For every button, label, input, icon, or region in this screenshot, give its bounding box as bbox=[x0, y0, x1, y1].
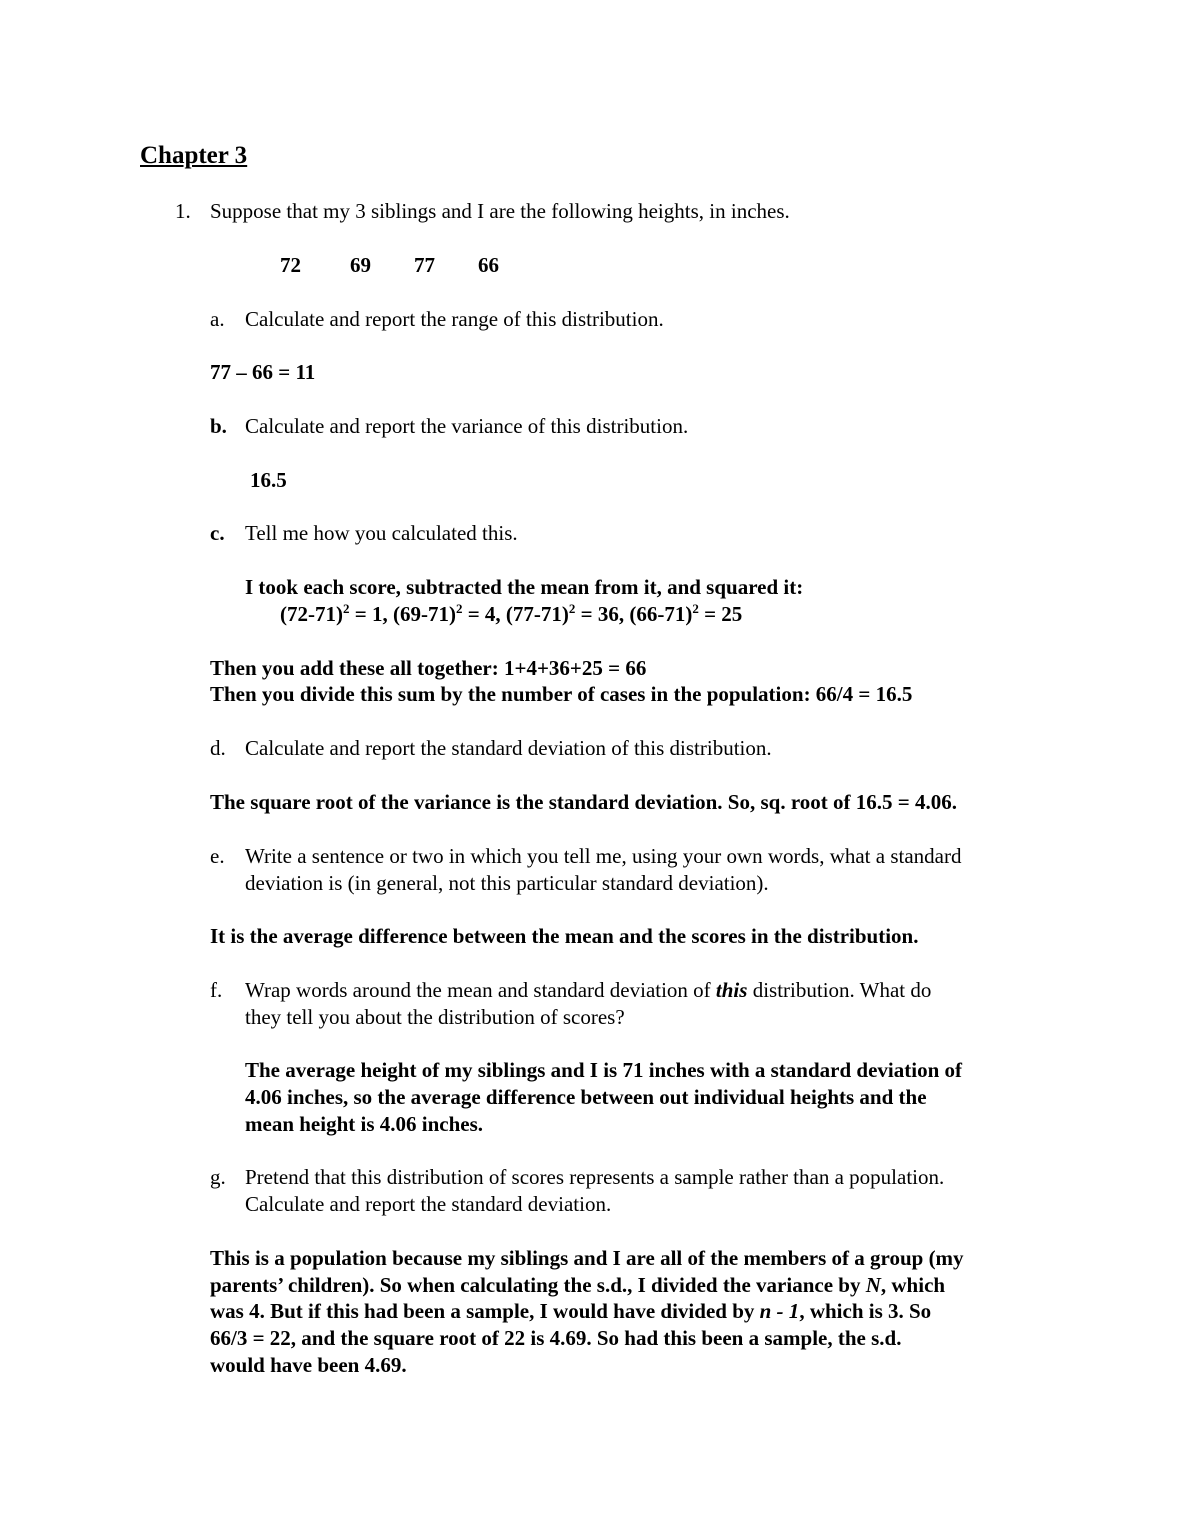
subquestion-text: Tell me how you calculated this. bbox=[245, 521, 518, 545]
subquestion-text: Calculate and report the standard deviation. bbox=[245, 1192, 612, 1216]
calc-term: $(66-71)^2 = 25$ bbox=[629, 601, 743, 626]
answer-text: The average height of my siblings and I is 71 inches with a standard deviation of bbox=[245, 1058, 962, 1082]
answer-text: was 4. But if this had been a sample, I would have divided by n - 1, which is 3. So bbox=[210, 1299, 932, 1323]
answer-text: 16.5 bbox=[250, 468, 287, 492]
answer-text: Then you add these all together: 1+4+36+25 = 66 bbox=[210, 656, 647, 680]
subquestion-letter: d. bbox=[210, 736, 226, 760]
answer-text: 77 – 66 = 11 bbox=[210, 360, 316, 384]
height-value: 69 bbox=[350, 253, 371, 277]
chapter-title: Chapter 3 bbox=[140, 142, 248, 169]
answer-text: would have been 4.69. bbox=[210, 1353, 407, 1377]
subquestion-letter: g. bbox=[210, 1165, 226, 1189]
subquestion-text: Wrap words around the mean and standard deviation of this distribution. What do bbox=[245, 978, 932, 1002]
answer-text: 4.06 inches, so the average difference between out individual heights and the bbox=[245, 1085, 927, 1109]
answer-text: This is a population because my siblings and I are all of the members of a group (my bbox=[210, 1246, 964, 1270]
subquestion-text: Calculate and report the standard deviation of this distribution. bbox=[245, 736, 772, 760]
calc-term: $(72-71)^2 = 1$, bbox=[280, 601, 393, 626]
emphasis-text: N bbox=[865, 1273, 881, 1297]
height-value: 72 bbox=[280, 253, 301, 277]
subquestion-text: they tell you about the distribution of scores? bbox=[245, 1005, 625, 1029]
subquestion-text: Calculate and report the variance of this distribution. bbox=[245, 414, 689, 438]
calculation-line bbox=[280, 601, 742, 628]
answer-text: The square root of the variance is the standard deviation. So, sq. root of 16.5 = 4.06. bbox=[210, 790, 957, 814]
subquestion-letter: f. bbox=[210, 978, 223, 1002]
answer-text: It is the average difference between the mean and the scores in the distribution. bbox=[210, 924, 919, 948]
subquestion-letter: c. bbox=[210, 521, 225, 545]
emphasis-text: this bbox=[715, 978, 748, 1002]
subquestion-text: Pretend that this distribution of scores represents a sample rather than a population. bbox=[245, 1165, 945, 1189]
answer-text: I took each score, subtracted the mean from it, and squared it: bbox=[245, 575, 804, 599]
emphasis-text: n - 1 bbox=[759, 1299, 800, 1323]
calc-term: $(77-71)^2 = 36$, bbox=[505, 601, 630, 626]
subquestion-text: deviation is (in general, not this particular standard deviation). bbox=[245, 871, 769, 895]
subquestion-letter: e. bbox=[210, 844, 225, 868]
subquestion-letter: b. bbox=[210, 414, 227, 438]
calc-term: $(69-71)^2 = 4$, bbox=[392, 601, 506, 626]
answer-text: Then you divide this sum by the number of cases in the population: 66/4 = 16.5 bbox=[210, 682, 913, 706]
height-value: 77 bbox=[414, 253, 435, 277]
question-prompt: Suppose that my 3 siblings and I are the following heights, in inches. bbox=[210, 199, 790, 223]
answer-text: 66/3 = 22, and the square root of 22 is 4.69. So had this been a sample, the s.d. bbox=[210, 1326, 902, 1350]
height-value: 66 bbox=[478, 253, 499, 277]
question-number: 1. bbox=[175, 199, 191, 223]
answer-text: mean height is 4.06 inches. bbox=[245, 1112, 484, 1136]
subquestion-letter: a. bbox=[210, 307, 225, 331]
subquestion-text: Write a sentence or two in which you tell me, using your own words, what a standard bbox=[245, 844, 962, 868]
answer-text: parents’ children). So when calculating the s.d., I divided the variance by N, which bbox=[210, 1273, 946, 1297]
subquestion-text: Calculate and report the range of this distribution. bbox=[245, 307, 664, 331]
